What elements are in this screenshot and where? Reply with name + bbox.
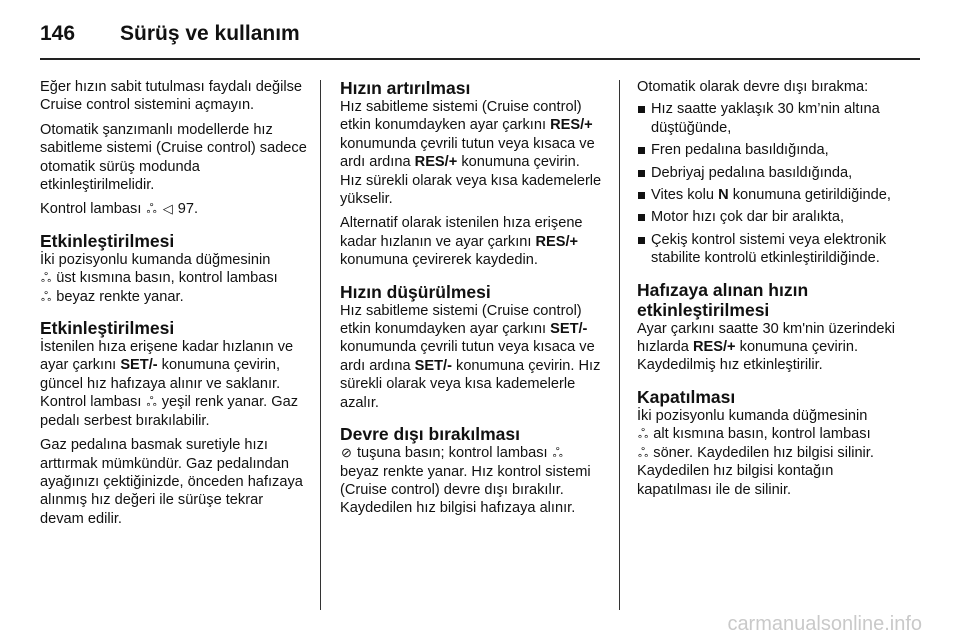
cruise-control-icon: ஃ: [41, 288, 52, 304]
list-item: Vites kolu N konumuna getirildiğinde,: [637, 186, 905, 204]
watermark: carmanualsonline.info: [727, 613, 922, 635]
key-label: SET/-: [550, 321, 588, 338]
paragraph: Hız sabitleme sistemi (Cruise control) etkin konumdayken ayar çarkını RES/+ konumunda çevrili tutun veya kısaca ve ardı ardına RES/+ konumuna çevirin. Hız sürekli olarak veya kısa kademelerle yükselir.: [340, 99, 602, 208]
paragraph: İstenilen hıza erişene kadar hızlanın ve ayar çarkını SET/- konumuna çevirin, güncel hız hafızaya alınır ve saklanır. Kontrol lambası ஃ yeşil renk yanar. Gaz pedalı serbest bırakılabilir.: [40, 339, 299, 429]
cruise-control-icon: ஃ: [146, 201, 157, 217]
deactivation-list: [637, 100, 905, 267]
list-item: Motor hızı çok dar bir aralıkta,: [637, 208, 905, 226]
heading-activate-1: Etkinleştirilmesi: [40, 230, 175, 251]
reference-page: 97.: [177, 201, 199, 218]
paragraph: İki pozisyonlu kumanda düğmesinin ஃ alt kısmına basın, kontrol lambası ஃ söner. Kaydedilen hız bilgisi silinir. Kaydedilen hız bilgisi kontağın kapatılması ile de silinir.: [637, 407, 874, 498]
list-item: Debriyaj pedalına basıldığında,: [637, 164, 905, 182]
paragraph: İki pozisyonlu kumanda düğmesinin ஃ üst kısmına basın, kontrol lambası ஃ beyaz renkte yanar.: [40, 251, 278, 305]
paragraph: Ayar çarkını saatte 30 km'nin üzerindeki hızlarda RES/+ konumuna çevirin. Kaydedilmiş hız etkinleştirilir.: [637, 320, 896, 374]
column-divider-2: [619, 80, 620, 610]
paragraph: [40, 200, 308, 218]
cruise-control-icon: ஃ: [638, 426, 649, 442]
key-label: SET/-: [414, 357, 452, 374]
heading-deactivate: Devre dışı bırakılması: [340, 424, 520, 445]
heading-activate-2: Etkinleştirilmesi: [40, 318, 175, 339]
paragraph: Hız sabitleme sistemi (Cruise control) etkin konumdayken ayar çarkını SET/- konumunda çevrili tutun veya kısaca ve ardı ardına SET/- konumuna çevirin. Hız sürekli olarak veya kısa kademelerle azalır.: [340, 302, 601, 411]
paragraph: Alternatif olarak istenilen hıza erişene kadar hızlanın ve ayar çarkını RES/+ konumuna çevirerek kaydedin.: [340, 215, 583, 269]
heading-off: Kapatılması: [637, 386, 736, 407]
cruise-control-icon: ஃ: [638, 444, 649, 460]
list-item: Çekiş kontrol sistemi veya elektronik stabilite kontrolü etkinleştirildiğinde.: [637, 231, 905, 268]
page-header: [40, 14, 300, 54]
key-label: RES/+: [535, 233, 579, 250]
list-item: Fren pedalına basıldığında,: [637, 141, 905, 159]
header-divider: [40, 58, 920, 60]
paragraph: Eğer hızın sabit tutulması faydalı değilse Cruise control sistemini açmayın.: [40, 79, 303, 114]
paragraph: Otomatik şanzımanlı modellerde hız sabitleme sistemi (Cruise control) sadece otomatik sürüş modunda etkinleştirilmelidir.: [40, 121, 307, 194]
heading-increase: Hızın artırılması: [340, 78, 471, 98]
text: Kontrol lambası: [40, 201, 142, 218]
key-label: RES/+: [692, 339, 736, 356]
cruise-control-icon: ஃ: [41, 270, 52, 286]
paragraph: ⊘ tuşuna basın; kontrol lambası ஃ beyaz renkte yanar. Hız kontrol sistemi (Cruise control) devre dışı bırakılır. Kaydedilen hız bilgisi hafızaya alınır.: [340, 445, 591, 517]
heading-decrease: Hızın düşürülmesi: [340, 281, 491, 302]
column-divider-1: [320, 80, 321, 610]
key-label: N: [718, 187, 729, 204]
section-title: Sürüş ve kullanım: [120, 22, 300, 45]
key-label: RES/+: [414, 154, 458, 171]
column-1: [40, 78, 308, 534]
paragraph: Otomatik olarak devre dışı bırakma:: [637, 79, 869, 95]
cruise-control-icon: ஃ: [146, 394, 157, 410]
column-3: [637, 78, 905, 505]
page-number: 146: [40, 22, 76, 45]
key-label: RES/+: [550, 117, 593, 134]
cruise-control-icon: ஃ: [552, 445, 563, 461]
list-item: Hız saatte yaklaşık 30 km’nin altına düştüğünde,: [637, 100, 905, 137]
column-2: [340, 78, 605, 524]
key-label: SET/-: [120, 357, 158, 374]
paragraph: Gaz pedalına basmak suretiyle hızı arttırmak mümkündür. Gaz pedalından ayağınızı çektiğinizde, önceden hafızaya alınmış hız değeri ile sürüşe tekrar devam edilir.: [40, 437, 303, 527]
reference-arrow-icon: ◁: [162, 201, 173, 217]
heading-memory: Hafızaya alınan hızın etkinleştirilmesi: [637, 279, 809, 320]
cancel-icon: ⊘: [341, 445, 352, 461]
